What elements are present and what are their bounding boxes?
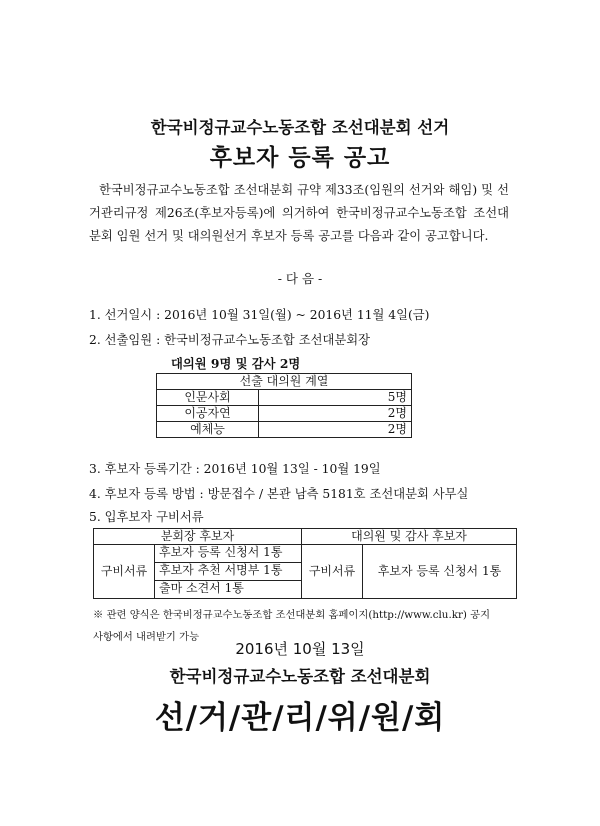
left-docs-cell	[155, 545, 302, 599]
count-cell: 5명	[259, 390, 412, 406]
section-divider-label: - 다 음 -	[277, 271, 323, 286]
item-elected-officers: 2. 선출임원 : 한국비정규교수노동조합 조선대분회장	[89, 333, 370, 347]
delegate-table-header: 선출 대의원 계열	[157, 374, 412, 390]
item-required-documents: 5. 입후보자 구비서류	[89, 510, 204, 524]
table-row	[157, 422, 412, 438]
item-elected-officers-sub: 대의원 9명 및 감사 2명	[171, 356, 301, 371]
table-row	[157, 390, 412, 406]
field-cell: 인문사회	[157, 390, 259, 406]
committee-name: 선/거/관/리/위/원/회	[154, 700, 446, 736]
organization-name: 한국비정규교수노동조합 조선대분회	[169, 667, 431, 686]
field-cell: 이공자연	[157, 406, 259, 422]
note-line-2: 사항에서 내려받기 가능	[93, 631, 200, 643]
right-doc-cell: 후보자 등록 신청서 1통	[363, 545, 517, 599]
header-title: 한국비정규교수노동조합 조선대분회 선거	[150, 118, 450, 137]
item-registration-period: 3. 후보자 등록기간 : 2016년 10월 13일 - 10월 19일	[89, 462, 381, 476]
announcement-date: 2016년 10월 13일	[235, 640, 365, 658]
doc-line: 후보자 등록 신청서 1통	[155, 545, 301, 563]
field-cell: 예체능	[157, 422, 259, 438]
count-cell: 2명	[259, 422, 412, 438]
announcement-title: 후보자 등록 공고	[209, 145, 391, 171]
delegate-table	[156, 373, 412, 438]
doc-line: 출마 소견서 1통	[159, 581, 244, 595]
count-cell: 2명	[259, 406, 412, 422]
left-header: 분회장 후보자	[94, 529, 302, 545]
documents-table	[93, 528, 517, 599]
item-election-date: 1. 선거일시 : 2016년 10월 31일(월) ~ 2016년 11월 4일(금)	[89, 308, 430, 322]
intro-paragraph: 한국비정규교수노동조합 조선대분회 규약 제33조(임원의 선거와 해임) 및 선거관리규정 제26조(후보자등록)에 의거하여 한국비정규교수노동조합 조선대분회 임원 선거 및 대의원선거 후보자 등록 공고를 다음과 같이 공고합니다.	[89, 183, 509, 243]
left-label-cell: 구비서류	[94, 545, 155, 599]
doc-line: 후보자 추천 서명부 1통	[155, 563, 301, 581]
right-label-cell: 구비서류	[302, 545, 363, 599]
note-line-1: ※ 관련 양식은 한국비정규교수노동조합 조선대분회 홈페이지(http://www.clu.kr) 공지	[93, 609, 491, 621]
table-row	[157, 406, 412, 422]
right-header: 대의원 및 감사 후보자	[302, 529, 517, 545]
item-registration-method: 4. 후보자 등록 방법 : 방문접수 / 본관 남측 5181호 조선대분회 사무실	[89, 487, 469, 501]
